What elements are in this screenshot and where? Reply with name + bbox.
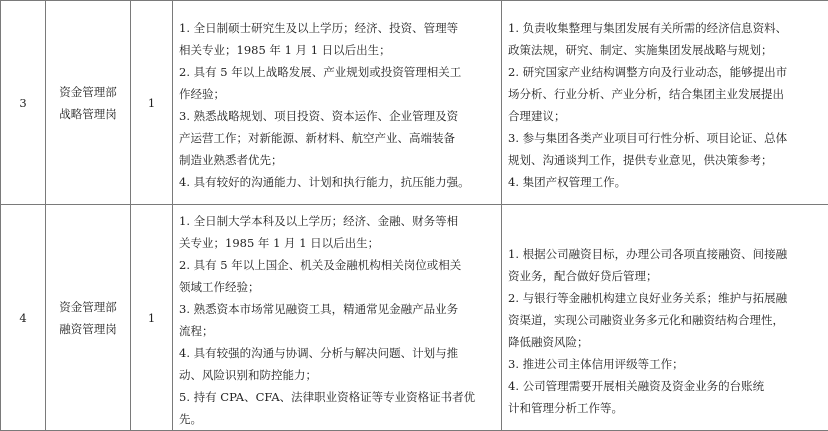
row-number: 4 bbox=[1, 205, 46, 431]
duty-line: 政策法规，研究、制定、实施集团发展战略与规划； bbox=[508, 39, 822, 61]
position-name: 战略管理岗 bbox=[46, 103, 130, 125]
headcount: 1 bbox=[131, 205, 173, 431]
duty-line: 2. 与银行等金融机构建立良好业务关系；维护与拓展融 bbox=[508, 287, 822, 309]
duties-cell bbox=[502, 205, 828, 431]
requirement-line: 动、风险识别和防控能力； bbox=[179, 364, 495, 386]
duty-line: 2. 研究国家产业结构调整方向及行业动态，能够提出市 bbox=[508, 61, 822, 83]
requirement-line: 5. 持有 CPA、CFA、法律职业资格证等专业资格证书者优 bbox=[179, 386, 495, 408]
row-number: 3 bbox=[1, 1, 46, 205]
requirement-line: 产运营工作；对新能源、新材料、航空产业、高端装备 bbox=[179, 127, 495, 149]
requirements-cell bbox=[173, 205, 502, 431]
duty-line: 资业务，配合做好贷后管理； bbox=[508, 265, 822, 287]
duty-line: 计和管理分析工作等。 bbox=[508, 397, 822, 419]
duties-cell bbox=[502, 1, 828, 205]
position-name: 融资管理岗 bbox=[46, 318, 130, 340]
duty-line: 资渠道，实现公司融资业务多元化和融资结构合理性， bbox=[508, 309, 822, 331]
requirement-line: 3. 熟悉战略规划、项目投资、资本运作、企业管理及资 bbox=[179, 105, 495, 127]
duty-line: 降低融资风险； bbox=[508, 331, 822, 353]
duty-line: 合理建议； bbox=[508, 105, 822, 127]
department-position bbox=[46, 205, 131, 431]
requirement-line: 关专业；1985 年 1 月 1 日以后出生； bbox=[179, 232, 495, 254]
requirement-line: 2. 具有 5 年以上战略发展、产业规划或投资管理相关工 bbox=[179, 61, 495, 83]
duty-line: 3. 参与集团各类产业项目可行性分析、项目论证、总体 bbox=[508, 127, 822, 149]
duty-line: 4. 集团产权管理工作。 bbox=[508, 171, 822, 193]
duty-line: 3. 推进公司主体信用评级等工作； bbox=[508, 353, 822, 375]
requirement-line: 先。 bbox=[179, 408, 495, 430]
requirement-line: 3. 熟悉资本市场常见融资工具，精通常见金融产品业务 bbox=[179, 298, 495, 320]
duty-line: 场分析、行业分析、产业分析，结合集团主业发展提出 bbox=[508, 83, 822, 105]
requirement-line: 1. 全日制硕士研究生及以上学历；经济、投资、管理等 bbox=[179, 17, 495, 39]
requirement-line: 领域工作经验； bbox=[179, 276, 495, 298]
table-row bbox=[1, 1, 828, 205]
requirement-line: 作经验； bbox=[179, 83, 495, 105]
duty-line: 1. 根据公司融资目标，办理公司各项直接融资、间接融 bbox=[508, 243, 822, 265]
department-position bbox=[46, 1, 131, 205]
requirement-line: 制造业熟悉者优先； bbox=[179, 149, 495, 171]
requirement-line: 相关专业；1985 年 1 月 1 日以后出生； bbox=[179, 39, 495, 61]
requirement-line: 流程； bbox=[179, 320, 495, 342]
headcount: 1 bbox=[131, 1, 173, 205]
duty-line: 规划、沟通谈判工作，提供专业意见，供决策参考； bbox=[508, 149, 822, 171]
requirement-line: 4. 具有较好的沟通能力、计划和执行能力，抗压能力强。 bbox=[179, 171, 495, 193]
requirement-line: 2. 具有 5 年以上国企、机关及金融机构相关岗位或相关 bbox=[179, 254, 495, 276]
requirement-line: 1. 全日制大学本科及以上学历；经济、金融、财务等相 bbox=[179, 210, 495, 232]
department-name: 资金管理部 bbox=[46, 296, 130, 318]
department-name: 资金管理部 bbox=[46, 81, 130, 103]
requirement-line: 4. 具有较强的沟通与协调、分析与解决问题、计划与推 bbox=[179, 342, 495, 364]
table-row bbox=[1, 205, 828, 431]
duty-line: 1. 负责收集整理与集团发展有关所需的经济信息资料、 bbox=[508, 17, 822, 39]
duty-line: 4. 公司管理需要开展相关融资及资金业务的台账统 bbox=[508, 375, 822, 397]
requirements-cell bbox=[173, 1, 502, 205]
